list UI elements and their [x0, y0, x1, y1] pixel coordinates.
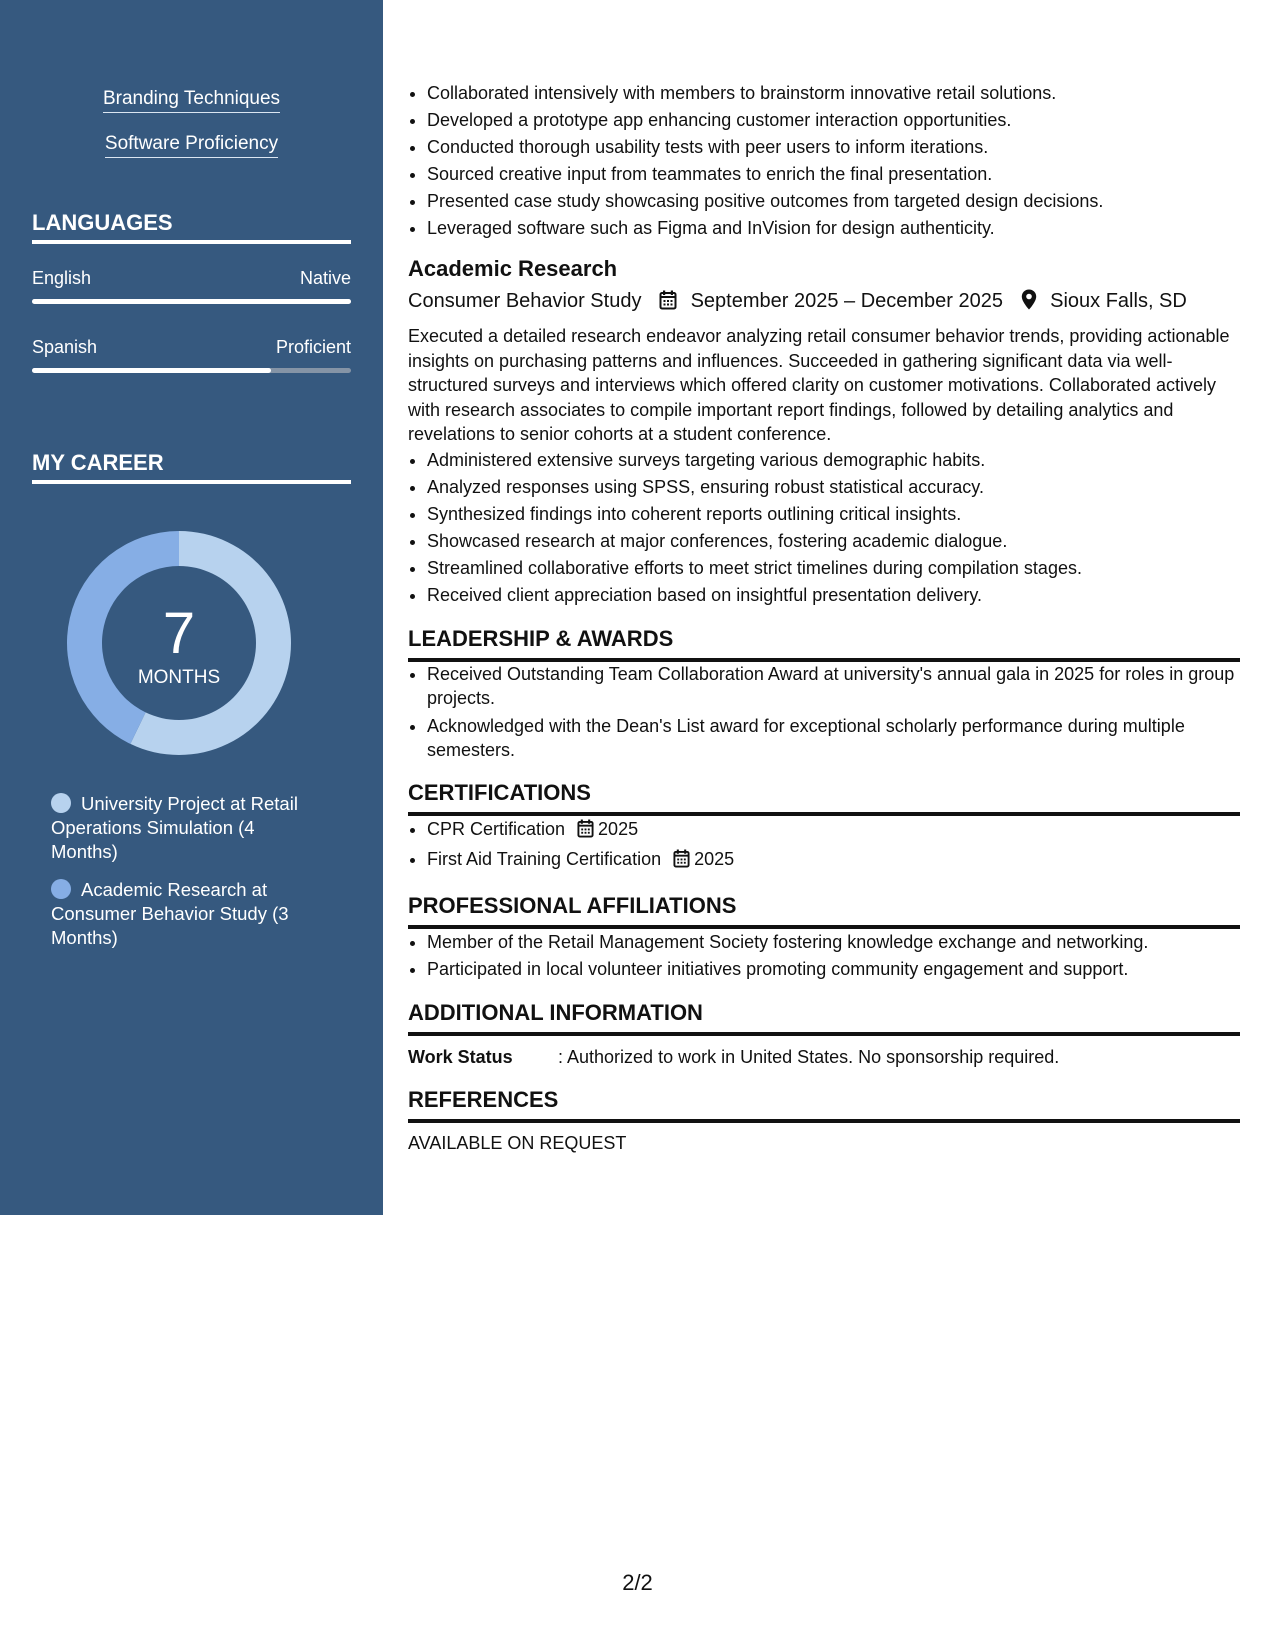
language-bar-spanish [32, 368, 351, 373]
references-heading: REFERENCES [408, 1086, 1240, 1123]
certification-year: 2025 [598, 818, 639, 839]
calendar-icon [577, 819, 594, 846]
list-item: • Collaborated intensively with members to brainstorm innovative retail solutions. [427, 80, 1240, 107]
career-legend-item: University Project at Retail Operations Simulation (4 Months) [51, 793, 298, 862]
language-name: English [32, 268, 92, 288]
additional-info-heading: ADDITIONAL INFORMATION [408, 999, 1240, 1036]
research-description: Executed a detailed research endeavor analyzing retail consumer behavior trends, providing actionable insights on purchasing patterns and influences. Succeeded in gathering significant data via well-structured surveys and interviews which offered clarity on customer motivations. Collaborated actively with research associates to compile important report findings, followed by detailing analytics and revelations to senior cohorts at a student conference. [408, 326, 1230, 444]
list-item: • Participated in local volunteer initiatives promoting community engagement and support. [427, 956, 1240, 983]
calendar-icon [659, 290, 677, 318]
research-org: Consumer Behavior Study [408, 290, 642, 312]
list-item: • Leveraged software such as Figma and InVision for design authenticity. [427, 215, 1240, 242]
work-status-value: : Authorized to work in United States. No sponsorship required. [558, 1046, 1060, 1067]
career-heading: MY CAREER [32, 450, 351, 484]
list-item: • Received client appreciation based on insightful presentation delivery. [427, 582, 1240, 609]
work-status-row [408, 1044, 1240, 1070]
career-donut-chart [66, 530, 292, 756]
leadership-list [408, 662, 1240, 763]
calendar-icon [673, 849, 690, 876]
skill-branding-techniques[interactable]: Branding Techniques [0, 88, 383, 110]
certification-name: First Aid Training Certification [427, 848, 662, 869]
list-item: • Streamlined collaborative efforts to meet strict timelines during compilation stages. [427, 555, 1240, 582]
language-bar-fill [32, 368, 271, 373]
list-item: • Showcased research at major conferences, fostering academic dialogue. [427, 528, 1240, 555]
certification-name: CPR Certification [427, 818, 566, 839]
research-title: Academic Research [408, 256, 618, 281]
certification-item [427, 846, 1240, 876]
page-number: 2/2 [622, 1570, 653, 1595]
language-level: Proficient [275, 337, 351, 357]
main-content [408, 80, 1240, 1154]
language-spanish [32, 337, 351, 358]
list-item: • Administered extensive surveys targeting various demographic habits. [427, 447, 1240, 474]
research-dates: September 2025 – December 2025 [690, 290, 1003, 312]
list-item: • Analyzed responses using SPSS, ensuring robust statistical accuracy. [427, 474, 1240, 501]
affiliations-heading: PROFESSIONAL AFFILIATIONS [408, 892, 1240, 929]
list-item: • Acknowledged with the Dean's List award for exceptional scholarly performance during multiple semesters. [427, 714, 1240, 763]
list-item: • Conducted thorough usability tests with peer users to inform iterations. [427, 134, 1240, 161]
location-pin-icon [1021, 289, 1037, 318]
research-location: Sioux Falls, SD [1050, 290, 1187, 312]
certification-year: 2025 [694, 848, 735, 869]
leadership-heading: LEADERSHIP & AWARDS [408, 625, 1240, 662]
language-english [32, 268, 351, 289]
list-item: • Sourced creative input from teammates to enrich the final presentation. [427, 161, 1240, 188]
language-bar-fill [32, 299, 351, 304]
references-text: AVAILABLE ON REQUEST [408, 1132, 627, 1153]
research-bullet-list [408, 447, 1240, 609]
legend-dot [51, 793, 71, 813]
research-subtitle [408, 287, 1240, 318]
language-bar-english [32, 299, 351, 304]
list-item: • Member of the Retail Management Society fostering knowledge exchange and networking. [427, 929, 1240, 956]
affiliations-list [408, 929, 1240, 983]
certifications-heading: CERTIFICATIONS [408, 779, 1240, 816]
certifications-list [408, 816, 1240, 876]
list-item: • Synthesized findings into coherent reports outlining critical insights. [427, 501, 1240, 528]
certification-item [427, 816, 1240, 846]
language-name: Spanish [32, 337, 98, 357]
list-item: • Developed a prototype app enhancing customer interaction opportunities. [427, 107, 1240, 134]
skill-software-proficiency[interactable]: Software Proficiency [0, 133, 383, 155]
career-total: 7 [162, 601, 196, 666]
languages-heading: LANGUAGES [32, 210, 351, 244]
list-item: • Received Outstanding Team Collaboration Award at university's annual gala in 2025 for roles in group projects. [427, 662, 1240, 711]
career-legend-item: Academic Research at Consumer Behavior Study (3 Months) [51, 879, 289, 948]
sidebar [0, 0, 383, 1215]
work-status-label: Work Status [408, 1046, 513, 1067]
career-unit: MONTHS [137, 667, 221, 688]
legend-dot [51, 879, 71, 899]
list-item: • Presented case study showcasing positive outcomes from targeted design decisions. [427, 188, 1240, 215]
language-level: Native [299, 268, 351, 288]
project-bullet-list [408, 80, 1240, 242]
